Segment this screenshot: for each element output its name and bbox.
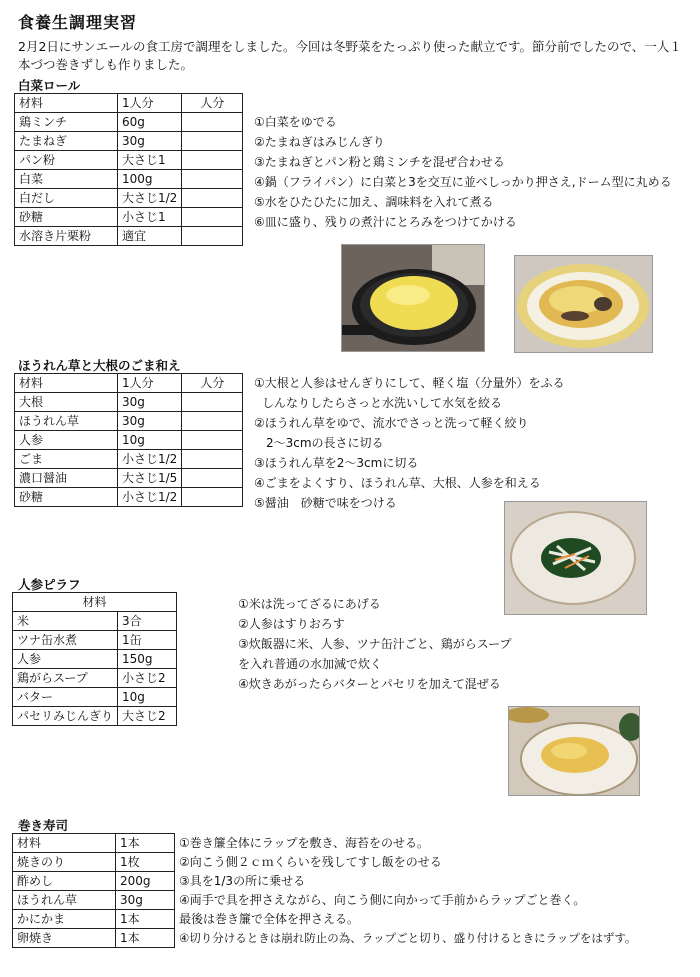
ingredient-amount: 30g — [116, 891, 175, 910]
header-cell: 1人分 — [118, 374, 182, 393]
ingredient-amount: 30g — [118, 412, 182, 431]
header-cell: 材料 — [15, 374, 118, 393]
section-title-gomaae: ほうれん草と大根のごま和え — [18, 358, 181, 373]
header-cell: 1人分 — [118, 94, 182, 113]
table-row — [15, 488, 243, 507]
ingredient-amount: 小さじ1/2 — [118, 488, 182, 507]
ingredient-amount: 3合 — [118, 612, 177, 631]
ingredient-name: 人参 — [13, 650, 118, 669]
ingredient-name: 人参 — [15, 431, 118, 450]
step-text: ②向こう側２ｃｍくらいを残してすし飯をのせる — [179, 855, 442, 869]
step-text: ⑥皿に盛り、残りの煮汁にとろみをつけてかける — [254, 215, 517, 229]
table-row — [13, 650, 177, 669]
table-row — [15, 132, 243, 151]
ingredient-amount: 大さじ1/5 — [118, 469, 182, 488]
step-text: ④ごまをよくすり、ほうれん草、大根、人参を和える — [254, 476, 541, 490]
steps-hakusai-roll — [254, 112, 672, 232]
step-text: ④炊きあがったらバターとパセリを加えて混ぜる — [238, 677, 501, 691]
ingredient-amount: 1本 — [116, 910, 175, 929]
step-text: ⑤水をひたひたに加え、調味料を入れて煮る — [254, 195, 494, 209]
photo-hakusai-pan — [341, 244, 485, 352]
step-text: ②ほうれん草をゆで、流水でさっと洗って軽く絞り — [254, 416, 529, 430]
photo-pilaf — [508, 706, 640, 796]
ingredient-name: バター — [13, 688, 118, 707]
ingredient-servings — [182, 412, 243, 431]
table-row — [15, 208, 243, 227]
photo-gomaae — [504, 501, 647, 615]
table-row — [15, 227, 243, 246]
ingredient-name: 大根 — [15, 393, 118, 412]
header-cell: 人分 — [182, 374, 243, 393]
ingredient-amount: 1本 — [116, 929, 175, 948]
ingredient-name: 卵焼き — [13, 929, 116, 948]
step-text: ②たまねぎはみじんぎり — [254, 135, 385, 149]
table-row — [13, 688, 177, 707]
table-row — [13, 929, 641, 948]
ingredient-name: 鶏ミンチ — [15, 113, 118, 132]
ingredient-name: ほうれん草 — [13, 891, 116, 910]
ingredient-servings — [182, 488, 243, 507]
step-text: ①大根と人参はせんぎりにして、軽く塩（分量外）をふる — [254, 376, 565, 390]
table-row — [15, 151, 243, 170]
section-title-makizushi: 巻き寿司 — [18, 818, 69, 833]
ingredient-amount: 60g — [118, 113, 182, 132]
ingredient-servings — [182, 189, 243, 208]
step-text: ⑤醤油 砂糖で味をつける — [254, 496, 397, 510]
table-row — [13, 631, 177, 650]
step-text: ②人参はすりおろす — [238, 617, 345, 631]
photo-hakusai-plate — [514, 255, 653, 353]
photo-pilaf-image — [509, 707, 639, 795]
step-text: ④切り分けるときは崩れ防止の為、ラップごと切り、盛り付けるときにラップをはずす。 — [179, 931, 637, 945]
ingredient-amount: 大さじ2 — [118, 707, 177, 726]
ingredient-amount: 100g — [118, 170, 182, 189]
ingredient-servings — [182, 208, 243, 227]
table-header-row — [15, 374, 243, 393]
ingredient-servings — [182, 450, 243, 469]
step-text: 最後は巻き簾で全体を押さえる。 — [179, 912, 360, 926]
table-row — [13, 910, 641, 929]
ingredient-name: 水溶き片栗粉 — [15, 227, 118, 246]
step-text: ④鍋（フライパン）に白菜と3を交互に並べしっかり押さえ,ドーム型に丸める — [254, 175, 672, 189]
ingredient-amount: 10g — [118, 688, 177, 707]
ingredient-name: 鶏がらスープ — [13, 669, 118, 688]
ingredient-amount: 10g — [118, 431, 182, 450]
ingredient-servings — [182, 431, 243, 450]
table-row — [15, 189, 243, 208]
section-title-pilaf: 人参ピラフ — [18, 577, 81, 592]
ingredient-amount: 150g — [118, 650, 177, 669]
ingredient-name: 濃口醤油 — [15, 469, 118, 488]
ingredient-amount: 小さじ1 — [118, 208, 182, 227]
ingredient-amount: 小さじ2 — [118, 669, 177, 688]
ingredient-amount: 1缶 — [118, 631, 177, 650]
ingredient-name: 白だし — [15, 189, 118, 208]
ingredient-name: たまねぎ — [15, 132, 118, 151]
step-text: ①米は洗ってざるにあげる — [238, 597, 381, 611]
ingredient-name: パン粉 — [15, 151, 118, 170]
step-text: を入れ普通の水加減で炊く — [238, 657, 383, 671]
ingredient-name: 酢めし — [13, 872, 116, 891]
header-cell: 人分 — [182, 94, 243, 113]
ingredient-servings — [182, 132, 243, 151]
table-row — [15, 170, 243, 189]
header-cell: 材料 — [13, 593, 177, 612]
ingredient-amount: 30g — [118, 132, 182, 151]
ingredient-servings — [182, 393, 243, 412]
ingredient-servings — [182, 170, 243, 189]
table-row — [15, 469, 243, 488]
table-row — [13, 707, 177, 726]
header-cell: 材料 — [15, 94, 118, 113]
step-text: ①巻き簾全体にラップを敷き、海苔をのせる。 — [179, 836, 430, 850]
photo-hakusai-pan-image — [342, 245, 484, 351]
ingredient-amount: 1本 — [116, 834, 175, 853]
table-row — [13, 891, 641, 910]
steps-gomaae — [254, 373, 565, 513]
ingredient-name: かにかま — [13, 910, 116, 929]
step-text: ③たまねぎとパン粉と鶏ミンチを混ぜ合わせる — [254, 155, 505, 169]
ingredient-name: 焼きのり — [13, 853, 116, 872]
ingredient-name: 白菜 — [15, 170, 118, 189]
page-title: 食養生調理実習 — [18, 13, 138, 32]
step-text: しんなりしたらさっと水洗いして水気を絞る — [262, 396, 503, 410]
table-row — [13, 853, 641, 872]
ingredient-name: パセリみじんぎり — [13, 707, 118, 726]
ingredient-amount: 小さじ1/2 — [118, 450, 182, 469]
step-text: ①白菜をゆでる — [254, 115, 337, 129]
ingredient-amount: 30g — [118, 393, 182, 412]
photo-hakusai-plate-image — [515, 256, 652, 352]
ingredient-servings — [182, 469, 243, 488]
recipe-table-makizushi — [12, 833, 641, 948]
table-row — [15, 450, 243, 469]
table-header-row — [15, 94, 243, 113]
ingredient-name: 米 — [13, 612, 118, 631]
table-row — [13, 669, 177, 688]
step-text: ③ほうれん草を2～3cmに切る — [254, 456, 419, 470]
ingredient-name: ツナ缶水煮 — [13, 631, 118, 650]
ingredient-amount: 1枚 — [116, 853, 175, 872]
ingredient-amount: 大さじ1/2 — [118, 189, 182, 208]
ingredient-amount: 適宜 — [118, 227, 182, 246]
table-header-row — [13, 593, 177, 612]
ingredient-servings — [182, 113, 243, 132]
step-text: ③具を1/3の所に乗せる — [179, 874, 306, 888]
photo-gomaae-image — [505, 502, 646, 614]
table-row — [15, 113, 243, 132]
ingredient-amount: 大さじ1 — [118, 151, 182, 170]
ingredients-table-hakusai-roll — [14, 93, 243, 246]
ingredient-name: 砂糖 — [15, 208, 118, 227]
table-row — [15, 412, 243, 431]
ingredients-table-pilaf — [12, 592, 177, 726]
intro-text: 2月2日にサンエールの食工房で調理をしました。今回は冬野菜をたっぷり使った献立です。節分前でしたので、一人１本づつ巻きずしも作りました。 — [18, 39, 682, 72]
ingredient-name: ごま — [15, 450, 118, 469]
steps-pilaf — [238, 594, 512, 694]
ingredients-table-gomaae — [14, 373, 243, 507]
step-text: 2～3cmの長さに切る — [266, 436, 384, 450]
table-row — [15, 431, 243, 450]
ingredient-name: 材料 — [13, 834, 116, 853]
step-text: ④両手で具を押さえながら、向こう側に向かって手前からラップごと巻く。 — [179, 893, 586, 907]
ingredient-servings — [182, 151, 243, 170]
table-row — [13, 612, 177, 631]
table-row — [13, 872, 641, 891]
table-row — [13, 834, 641, 853]
ingredient-amount: 200g — [116, 872, 175, 891]
ingredient-name: ほうれん草 — [15, 412, 118, 431]
step-text: ③炊飯器に米、人参、ツナ缶汁ごと、鶏がらスープ — [238, 637, 512, 651]
ingredient-servings — [182, 227, 243, 246]
section-title-hakusai-roll: 白菜ロール — [18, 78, 81, 93]
table-row — [15, 393, 243, 412]
ingredient-name: 砂糖 — [15, 488, 118, 507]
